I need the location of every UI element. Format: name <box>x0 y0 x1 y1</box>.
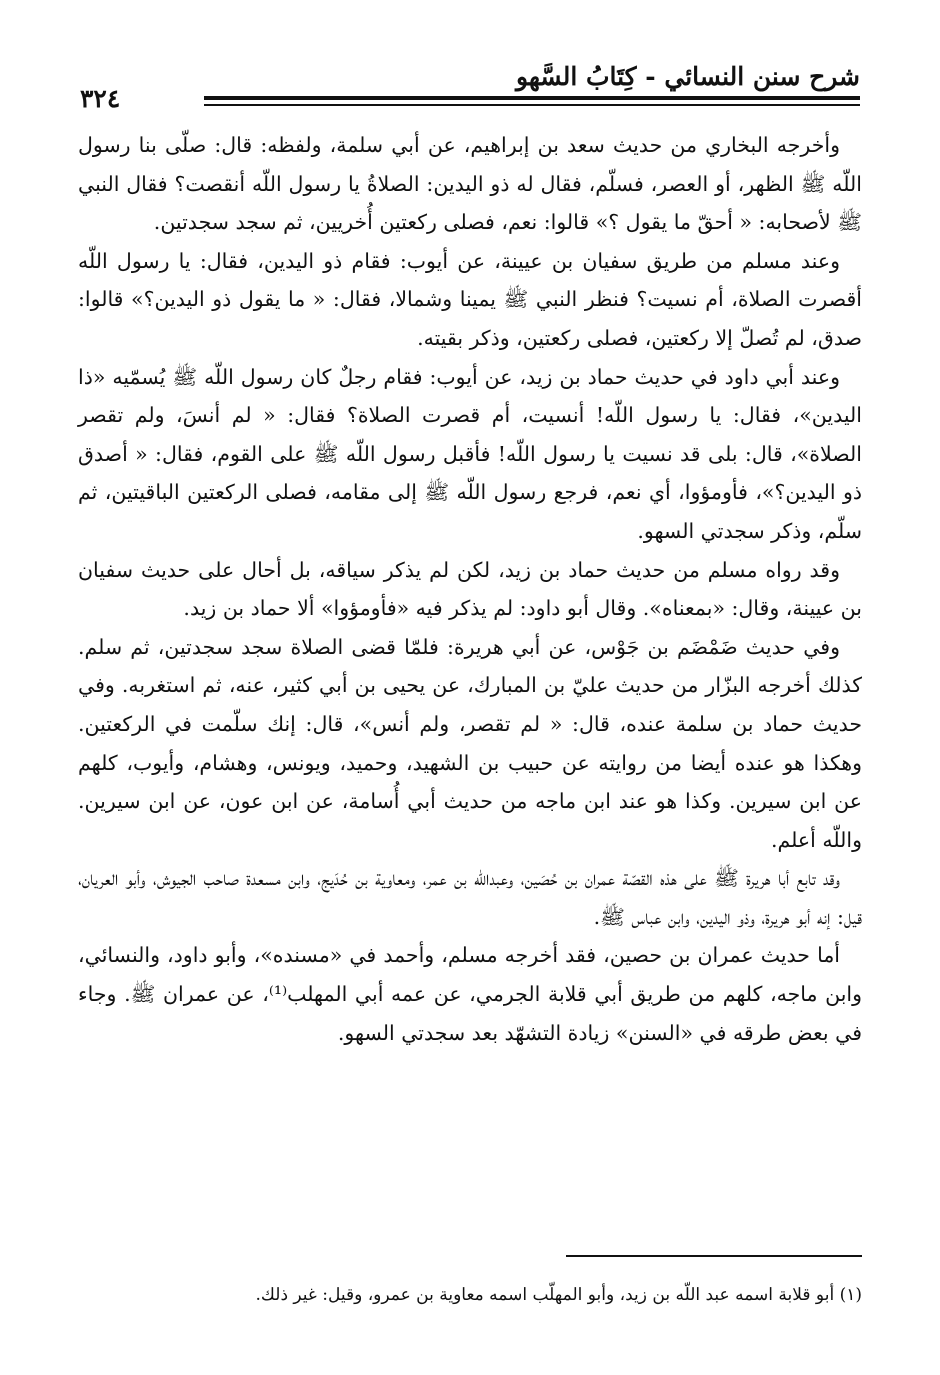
paragraph: وقد رواه مسلم من حديث حماد بن زيد، لكن لم يذكر سياقه، بل أحال على حديث سفيان بن عيينة، وقال: «بمعناه». وقال أبو داود: لم يذكر فيه «فأومؤوا» ألا حماد بن زيد. <box>78 557 862 621</box>
paragraph: وعند أبي داود في حديث حماد بن زيد، عن أيوب: فقام رجلٌ كان رسول اللّه ﷺ يُسمّيه «ذا اليدين»، فقال: يا رسول اللّه! أنسيت، أم قصرت الصلاة؟ فقال: « لم أنسَ، ولم تقصر الصلاة»، قال: بلى قد نسيت يا رسول اللّه! فأقبل رسول اللّه ﷺ على القوم، فقال: « أصدق ذو اليدين؟»، فأومؤوا، أي نعم، فرجع رسول اللّه ﷺ إلى مقامه، فصلى الركعتين الباقيتين، ثم سلّم، وذكر سجدتي السهو. <box>78 364 862 543</box>
running-title: شرح سنن النسائي - كِتَابُ السَّهو <box>515 62 860 91</box>
page-number: ٣٢٤ <box>80 84 121 113</box>
footnote-separator <box>566 1255 862 1257</box>
paragraph: وعند مسلم من طريق سفيان بن عيينة، عن أيوب: فقام ذو اليدين، فقال: يا رسول اللّه أقصرت الصلاة، أم نسيت؟ فنظر النبي ﷺ يمينا وشمالا، فقال: « ما يقول ذو اليدين؟» قالوا: صدق، لم تُصلّ إلا ركعتين، فصلى ركعتين، وذكر بقيته. <box>78 248 862 350</box>
header-rule-thick <box>204 96 860 100</box>
paragraph: وقد تابع أبا هريرة ﷺ على هذه القصّة عمران بن حُصَين، وعبداللّه بن عمر، ومعاوية بن حُدَيج، وابن مسعدة صاحب الجيوش، وأبو العريان، قيل: إنه أبو هريرة، وذو اليدين، وابن عباس ﷺ. <box>78 866 862 929</box>
header-rule-thin <box>204 104 860 106</box>
paragraph: وفي حديث ضَمْضَم بن جَوْس، عن أبي هريرة: فلمّا قضى الصلاة سجد سجدتين، ثم سلم. كذلك أخرجه البزّار من حديث عليّ بن المبارك، عن يحيى بن أبي كثير، عنه، ثم استغربه. وفي حديث حماد بن سلمة عنده، قال: « لم تقصر، ولم أنس»، قال: إنك سلّمت في الركعتين. وهكذا هو عنده أيضا من روايته عن حبيب بن الشهيد، وحميد، ويونس، وهشام، وأيوب، كلهم عن ابن سيرين. وكذا هو عند ابن ماجه من حديث أبي أُسامة، عن ابن عون، عن ابن سيرين. واللّه أعلم. <box>78 634 862 852</box>
paragraph: أما حديث عمران بن حصين، فقد أخرجه مسلم، وأحمد في «مسنده»، وأبو داود، والنسائي، وابن ماجه، كلهم من طريق أبي قلابة الجرمي، عن عمه أبي المهلب⁽¹⁾، عن عمران ﷺ. وجاء في بعض طرقه في «السنن» زيادة التشهّد بعد سجدتي السهو. <box>78 943 862 1045</box>
paragraph: وأخرجه البخاري من حديث سعد بن إبراهيم، عن أبي سلمة، ولفظه: قال: صلّى بنا رسول اللّه ﷺ الظهر، أو العصر، فسلّم، فقال له ذو اليدين: الصلاةُ يا رسول اللّه أنقصت؟ فقال النبي ﷺ لأصحابه: « أحقّ ما يقول ؟» قالوا: نعم، فصلى ركعتين أُخريين، ثم سجد سجدتين. <box>78 133 862 235</box>
page-header <box>80 62 860 118</box>
footnote: (١) أبو قلابة اسمه عبد اللّه بن زيد، وأبو المهلّب اسمه معاوية بن عمرو، وقيل: غير ذلك. <box>255 1285 862 1305</box>
body-text <box>78 126 862 1052</box>
